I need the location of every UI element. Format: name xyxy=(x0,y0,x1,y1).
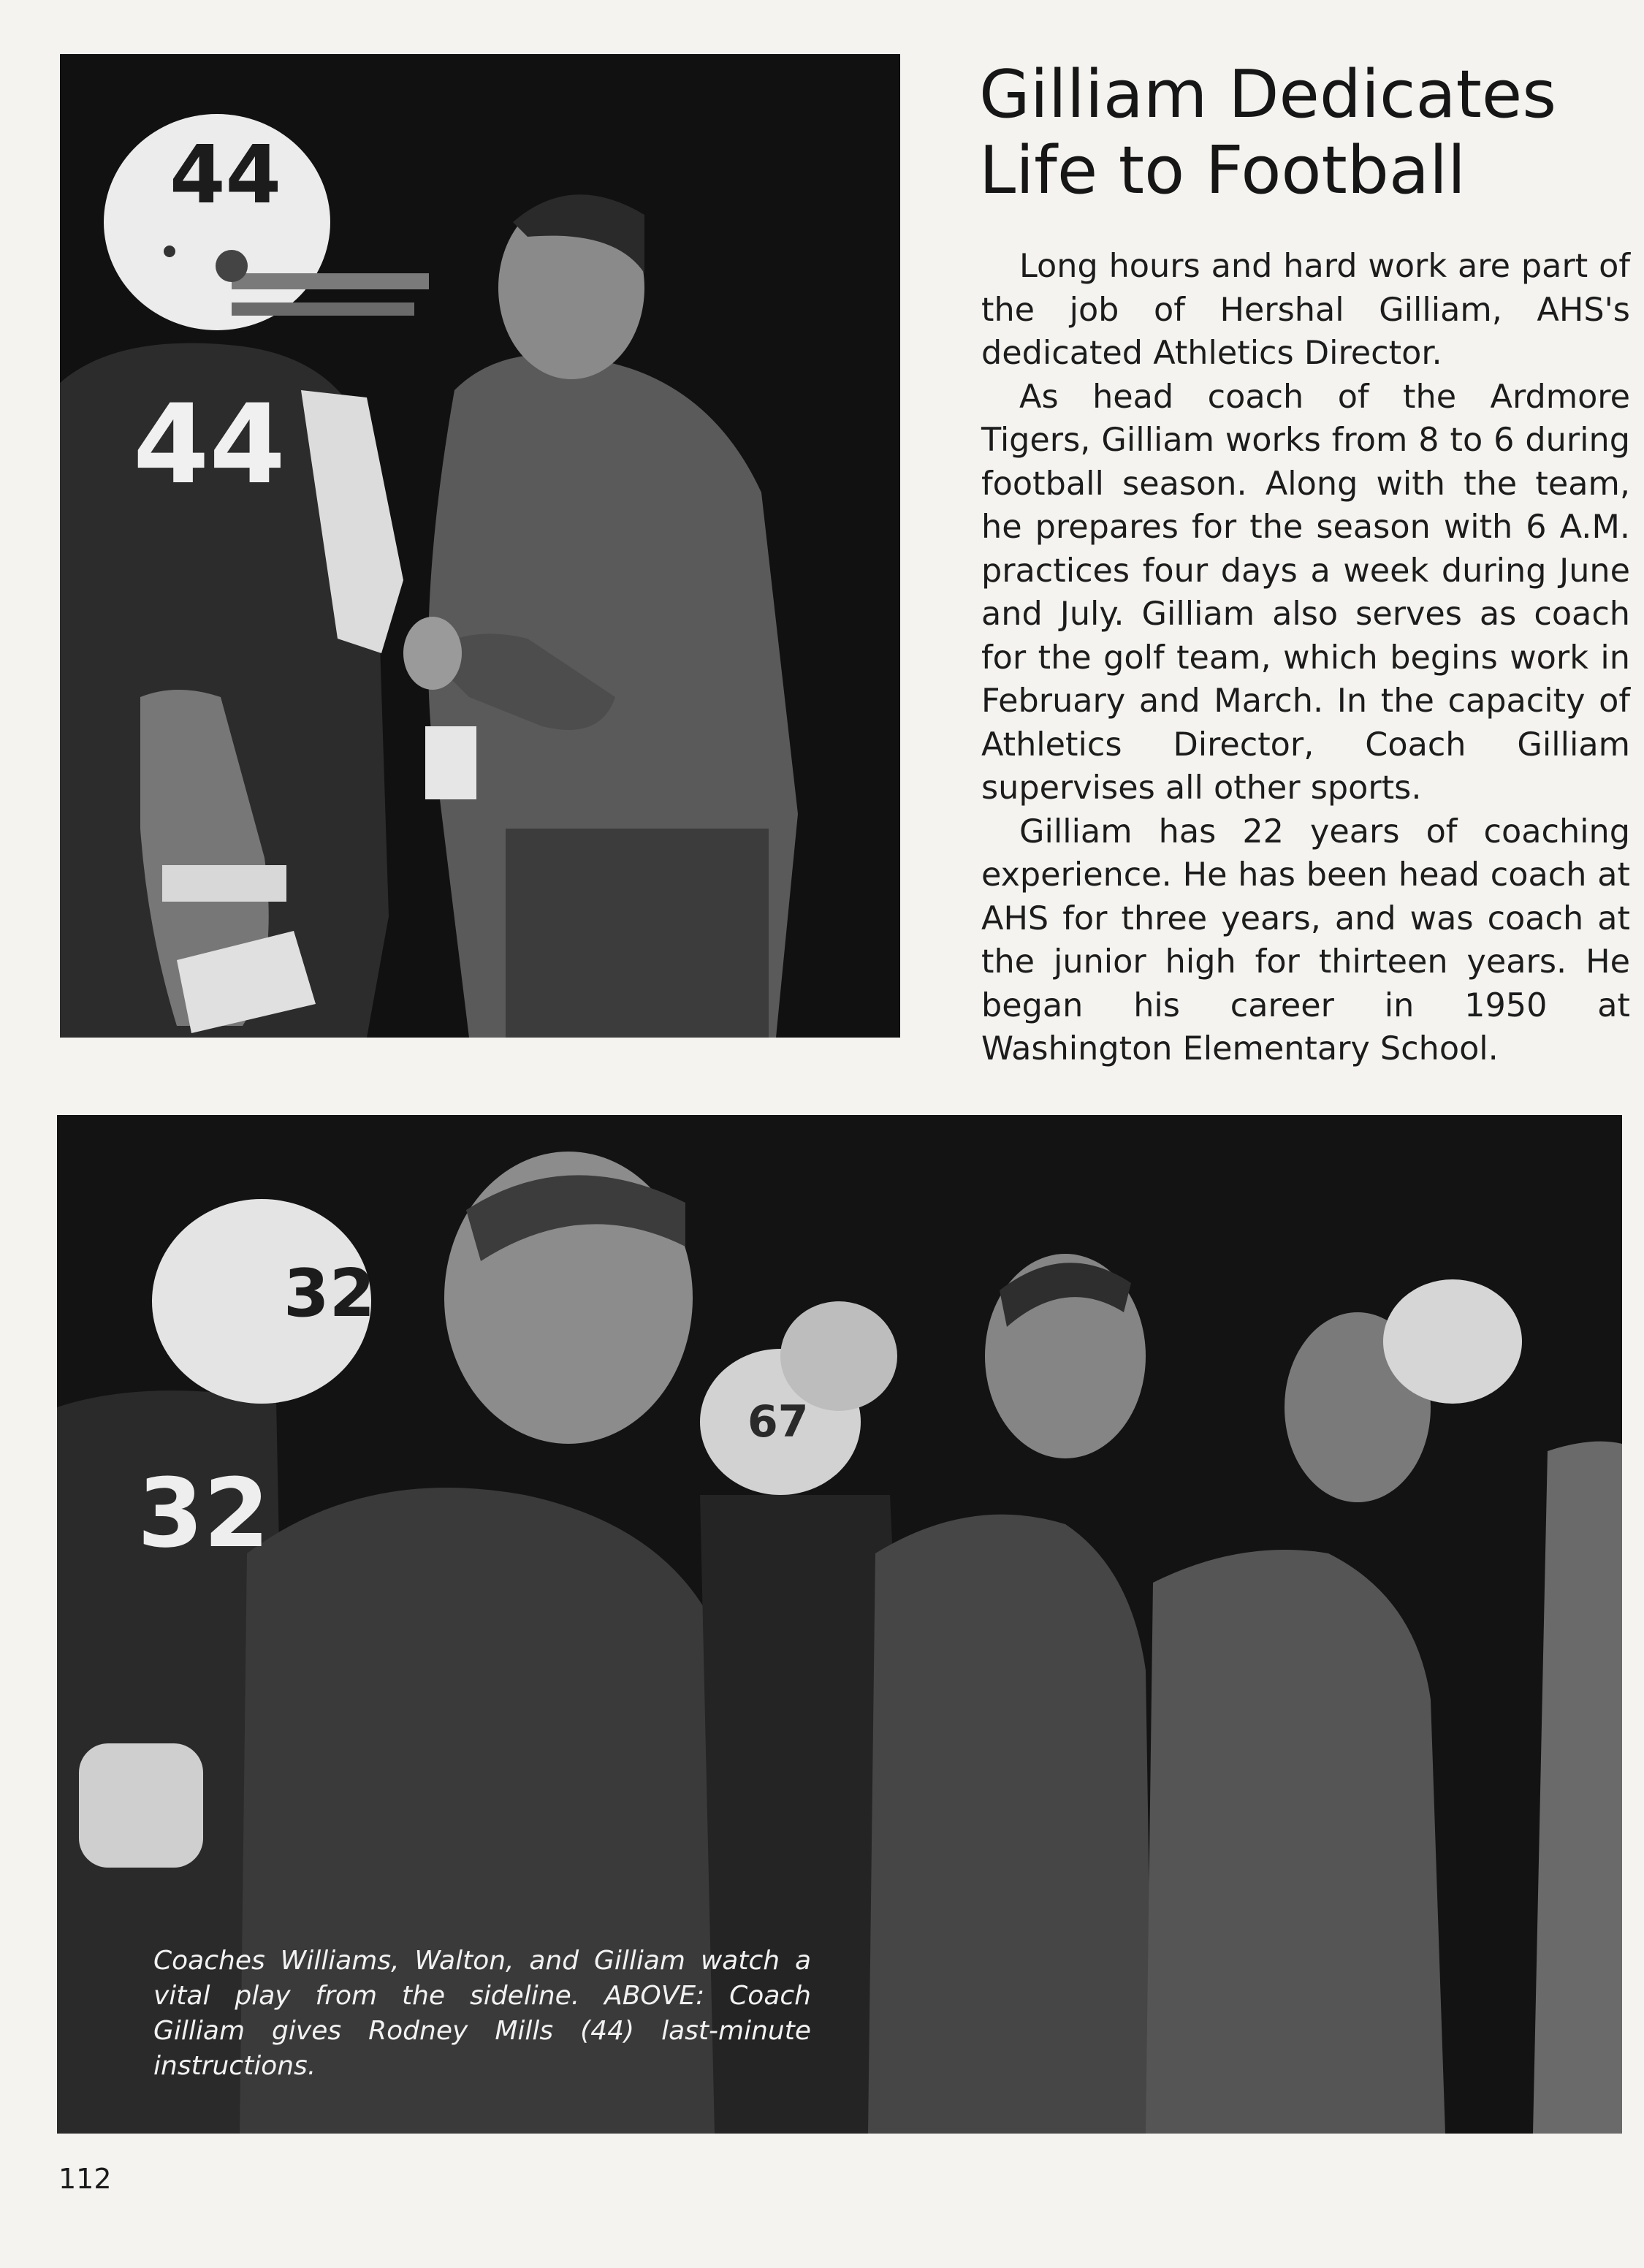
jersey-number-32: 32 xyxy=(137,1458,270,1569)
paragraph-1: Long hours and hard work are part of the job of Hershal Gilliam, AHS's dedicated Athletics Director. xyxy=(981,248,1630,372)
helmet-number: 44 xyxy=(170,128,282,221)
article-body xyxy=(981,245,1630,1071)
paragraph-3: Gilliam has 22 years of coaching experience. He has been head coach at AHS for three years, and was coach at the junior high for thirteen years. He began his career in 1950 at Washington Elementary School. xyxy=(981,813,1630,1068)
jersey-number: 44 xyxy=(133,381,286,509)
headline-line-2: Life to Football xyxy=(979,132,1466,209)
page-number: 112 xyxy=(58,2163,112,2195)
photo-caption: Coaches Williams, Walton, and Gilliam watch a vital play from the sideline. ABOVE: Coach Gilliam gives Rodney Mills (44) last-minute instructions. xyxy=(153,1946,811,2081)
photo-coach-and-player xyxy=(60,54,900,1038)
helmet-number-32: 32 xyxy=(283,1255,376,1332)
helmet-number-67: 67 xyxy=(747,1396,809,1447)
headline-line-1: Gilliam Dedicates xyxy=(979,56,1557,133)
paragraph-2: As head coach of the Ardmore Tigers, Gilliam works from 8 to 6 during football season. Along with the team, he prepares for the season with 6 A.M. practices four days a week during June and July. Gilliam also serves as coach for the golf team, which begins work in February and March. In the capacity of Athletics Director, Coach Gilliam supervises all other sports. xyxy=(981,378,1630,807)
article-headline xyxy=(979,57,1622,209)
